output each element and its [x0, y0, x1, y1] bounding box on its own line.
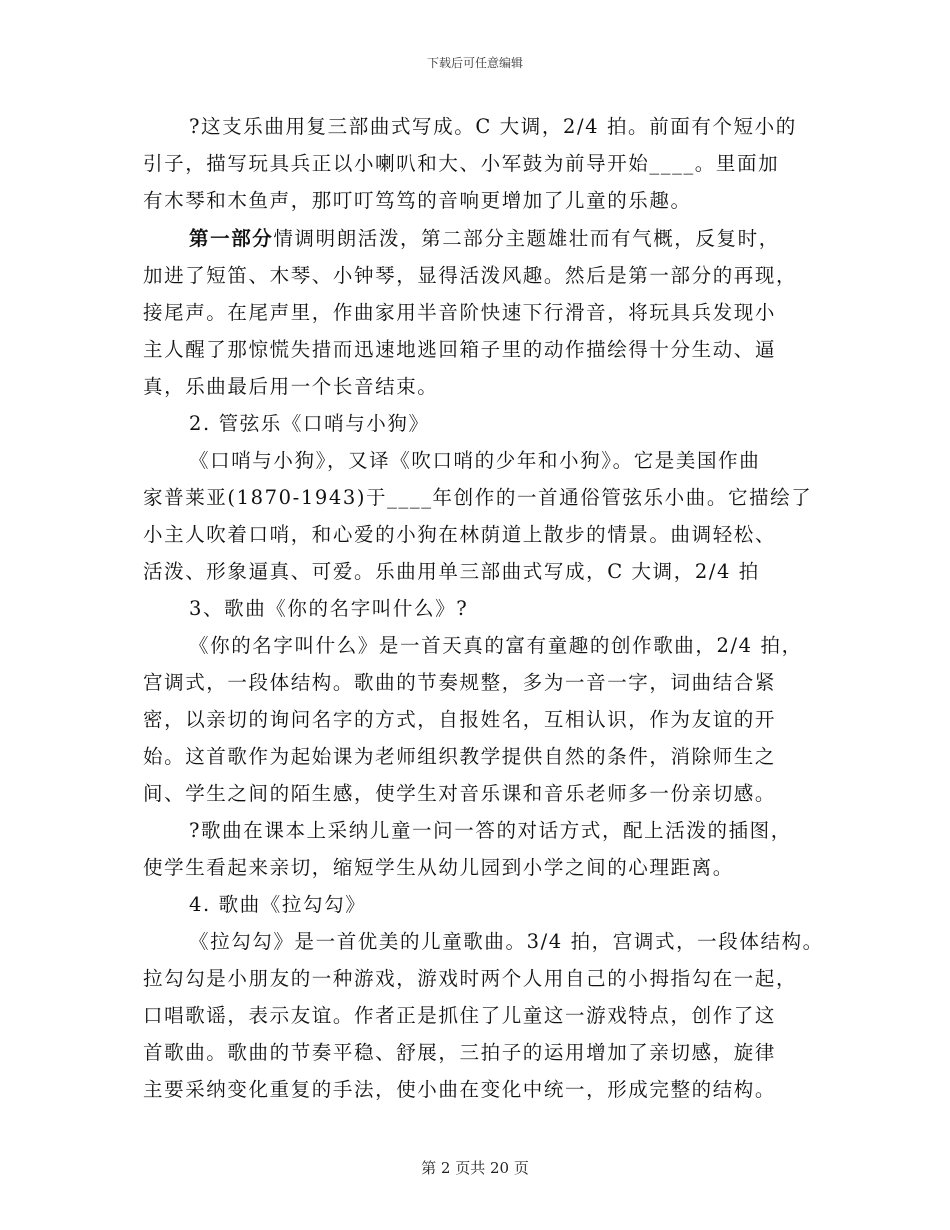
text-line: 《你的名字叫什么》是一首天真的富有童趣的创作歌曲，2/4 拍， — [189, 634, 803, 657]
section-heading: 4. 歌曲《拉勾勾》 — [189, 893, 367, 916]
text-line: 《拉勾勾》是一首优美的儿童歌曲。3/4 拍，宫调式，一段体结构。 — [189, 930, 824, 953]
bold-lead: 第一部分 — [189, 227, 274, 250]
text-line: 主人醒了那惊慌失措而迅速地逃回箱子里的动作描绘得十分生动、逼 — [143, 338, 777, 361]
text-line: 密，以亲切的询问名字的方式，自报姓名，互相认识，作为友谊的开 — [143, 708, 777, 731]
text-line: 首歌曲。歌曲的节奏平稳、舒展，三拍子的运用增加了亲切感，旋律 — [143, 1041, 777, 1064]
text-line: 家普莱亚(1870-1943)于____年创作的一首通俗管弦乐小曲。它描绘了 — [143, 486, 813, 509]
page-footer: 第 2 页共 20 页 — [421, 1159, 529, 1177]
page-header: 下载后可任意编辑 — [426, 56, 523, 70]
text-line: 引子，描写玩具兵正以小喇叭和大、小军鼓为前导开始____。里面加 — [143, 152, 780, 175]
text-line: 始。这首歌作为起始课为老师组织教学提供自然的条件，消除师生之 — [143, 745, 777, 768]
text-line: 拉勾勾是小朋友的一种游戏，游戏时两个人用自己的小拇指勾在一起， — [143, 967, 798, 990]
text-line: ?歌曲在课本上采纳儿童一问一答的对话方式，配上活泼的插图， — [189, 819, 792, 842]
text-line: 宫调式，一段体结构。歌曲的节奏规整，多为一音一字，词曲结合紧 — [143, 671, 777, 694]
text-line: 真，乐曲最后用一个长音结束。 — [143, 375, 439, 398]
section-heading: 2. 管弦乐《口哨与小狗》 — [189, 412, 430, 435]
text-line: 使学生看起来亲切，缩短学生从幼儿园到小学之间的心理距离。 — [143, 856, 734, 879]
text-line: 主要采纳变化重复的手法，使小曲在变化中统一，形成完整的结构。 — [143, 1078, 777, 1101]
text-line: 《口哨与小狗》，又译《吹口哨的少年和小狗》。它是美国作曲 — [189, 449, 761, 472]
text-line: 情调明朗活泼，第二部分主题雄壮而有气概，反复时， — [273, 227, 780, 250]
paragraph-line — [189, 227, 780, 251]
text-line: ?这支乐曲用复三部曲式写成。C 大调，2/4 拍。前面有个短小的 — [189, 115, 797, 138]
text-line: 有木琴和木鱼声，那叮叮笃笃的音响更增加了儿童的乐趣。 — [143, 189, 692, 212]
text-line: 活泼、形象逼真、可爱。乐曲用单三部曲式写成，C 大调，2/4 拍 — [143, 560, 760, 583]
text-line: 口唱歌谣，表示友谊。作者正是抓住了儿童这一游戏特点，创作了这 — [143, 1004, 777, 1027]
text-line: 小主人吹着口哨，和心爱的小狗在林荫道上散步的情景。曲调轻松、 — [143, 523, 777, 546]
section-heading: 3、歌曲《你的名字叫什么》? — [189, 597, 469, 620]
text-line: 间、学生之间的陌生感，使学生对音乐课和音乐老师多一份亲切感。 — [143, 782, 777, 805]
text-line: 接尾声。在尾声里，作曲家用半音阶快速下行滑音，将玩具兵发现小 — [143, 301, 777, 324]
text-line: 加进了短笛、木琴、小钟琴，显得活泼风趣。然后是第一部分的再现， — [143, 264, 798, 287]
